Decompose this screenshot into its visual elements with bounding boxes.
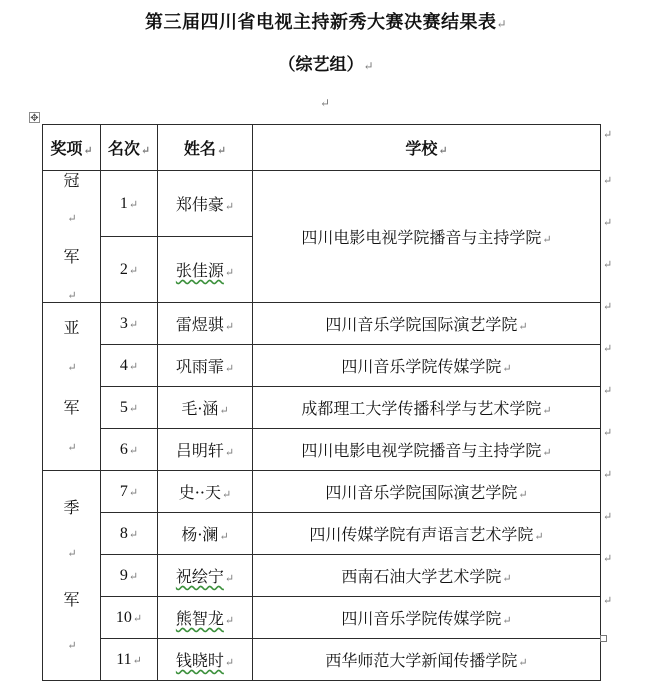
row-end-mark: ↵: [603, 342, 613, 355]
name-cell: 雷煜骐↵: [158, 302, 253, 344]
row-end-mark: ↵: [603, 128, 613, 141]
table-row: [43, 302, 601, 344]
rank-cell: 2↵: [101, 236, 158, 302]
name-cell: 杨·澜↵: [158, 512, 253, 554]
award-cell-runner-up: 亚 ↵ 军 ↵: [43, 302, 101, 470]
name-cell: 郑伟豪↵: [158, 171, 253, 237]
document-title: [0, 8, 652, 34]
header-award: 奖项↵: [43, 125, 101, 171]
school-cell: 西南石油大学艺术学院↵: [253, 554, 601, 596]
school-cell: 四川音乐学院国际演艺学院↵: [253, 470, 601, 512]
cell-mark: ↵: [216, 144, 227, 157]
table-row: [43, 386, 601, 428]
school-cell: 成都理工大学传播科学与艺术学院↵: [253, 386, 601, 428]
table-resize-handle[interactable]: [600, 635, 607, 642]
award-cell-champion: 冠 ↵ 军 ↵: [43, 171, 101, 303]
name-cell: 史··天↵: [158, 470, 253, 512]
row-end-mark: ↵: [603, 426, 613, 439]
paragraph-mark: ↵: [496, 17, 508, 31]
name-cell: 吕明轩↵: [158, 428, 253, 470]
row-end-mark: ↵: [603, 384, 613, 397]
table-row: [43, 512, 601, 554]
name-cell: 熊智龙↵: [158, 596, 253, 638]
name-cell: 祝绘宁↵: [158, 554, 253, 596]
rank-cell: 7↵: [101, 470, 158, 512]
table-row: [43, 596, 601, 638]
header-rank: 名次↵: [101, 125, 158, 171]
rank-cell: 4↵: [101, 344, 158, 386]
table-row: [43, 470, 601, 512]
school-cell: 四川音乐学院传媒学院↵: [253, 344, 601, 386]
header-name: 姓名↵: [158, 125, 253, 171]
school-cell: 四川音乐学院传媒学院↵: [253, 596, 601, 638]
school-cell: 四川电影电视学院播音与主持学院↵: [253, 171, 601, 303]
rank-cell: 5↵: [101, 386, 158, 428]
row-end-mark: ↵: [603, 552, 613, 565]
row-end-mark: ↵: [603, 510, 613, 523]
paragraph-mark: ↵: [363, 59, 374, 73]
rank-cell: 10↵: [101, 596, 158, 638]
school-cell: 四川电影电视学院播音与主持学院↵: [253, 428, 601, 470]
header-school: 学校↵: [253, 125, 601, 171]
results-table: [42, 124, 601, 681]
name-cell: 毛·涵↵: [158, 386, 253, 428]
rank-cell: 6↵: [101, 428, 158, 470]
table-row: [43, 638, 601, 680]
document-subtitle: [0, 50, 652, 75]
name-cell: 巩雨霏↵: [158, 344, 253, 386]
row-end-mark: ↵: [603, 300, 613, 313]
subtitle-text: （综艺组）: [278, 55, 364, 75]
title-text: 第三届四川省电视主持新秀大赛决赛结果表: [144, 12, 497, 33]
cell-mark: ↵: [438, 144, 448, 157]
row-end-mark: ↵: [603, 174, 613, 187]
rank-cell: 8↵: [101, 512, 158, 554]
results-table-container: [42, 124, 601, 681]
cell-mark: ↵: [83, 144, 93, 157]
table-move-handle-icon[interactable]: ✥: [30, 113, 39, 124]
school-cell: 西华师范大学新闻传播学院↵: [253, 638, 601, 680]
rank-cell: 3↵: [101, 302, 158, 344]
table-row: [43, 554, 601, 596]
name-cell: 钱晓时↵: [158, 638, 253, 680]
row-end-mark: ↵: [603, 594, 613, 607]
row-end-mark: ↵: [603, 468, 613, 481]
rank-cell: 11↵: [101, 638, 158, 680]
table-row: [43, 344, 601, 386]
school-cell: 四川传媒学院有声语言艺术学院↵: [253, 512, 601, 554]
school-cell: 四川音乐学院国际演艺学院↵: [253, 302, 601, 344]
cell-mark: ↵: [140, 144, 151, 157]
table-header-row: [43, 125, 601, 171]
table-row: [43, 428, 601, 470]
name-cell: 张佳源↵: [158, 236, 253, 302]
row-end-mark: ↵: [603, 258, 613, 271]
rank-cell: 9↵: [101, 554, 158, 596]
award-cell-third: 季 ↵ 军 ↵: [43, 470, 101, 680]
table-row: [43, 171, 601, 237]
rank-cell: 1↵: [101, 171, 158, 237]
row-end-mark: ↵: [603, 216, 613, 229]
paragraph-mark: ↵: [320, 96, 331, 110]
